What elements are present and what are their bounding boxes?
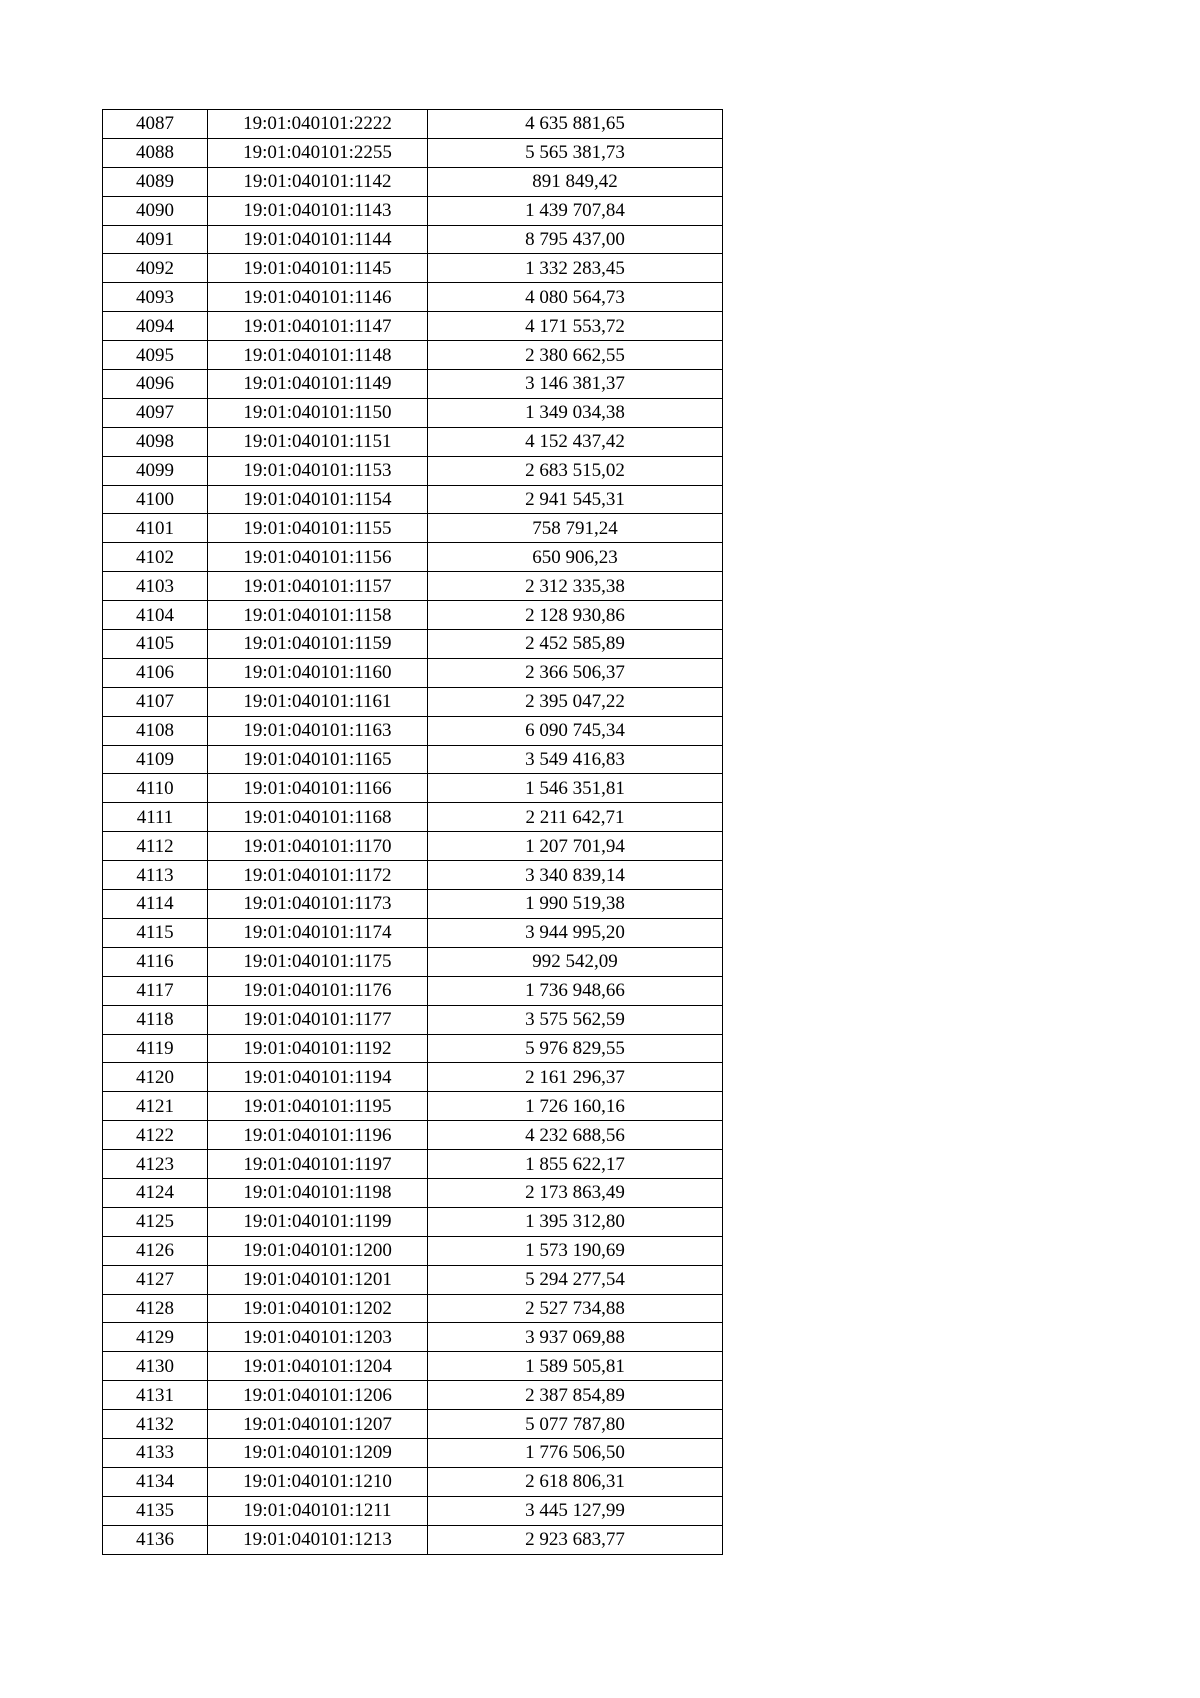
cadastral-value-cell: 4 171 553,72 — [428, 312, 723, 341]
table-row — [103, 110, 723, 139]
table-row — [103, 485, 723, 514]
cadastral-number-cell: 19:01:040101:1142 — [208, 167, 428, 196]
table-row — [103, 658, 723, 687]
cadastral-number-cell: 19:01:040101:1176 — [208, 976, 428, 1005]
cadastral-number-cell: 19:01:040101:1202 — [208, 1294, 428, 1323]
row-number-cell: 4107 — [103, 687, 208, 716]
row-number-cell: 4122 — [103, 1121, 208, 1150]
table-row — [103, 1034, 723, 1063]
cadastral-value-cell: 5 976 829,55 — [428, 1034, 723, 1063]
table-row — [103, 1438, 723, 1467]
row-number-cell: 4113 — [103, 861, 208, 890]
table-row — [103, 370, 723, 399]
table-row — [103, 1381, 723, 1410]
table-row — [103, 918, 723, 947]
row-number-cell: 4088 — [103, 138, 208, 167]
cadastral-number-cell: 19:01:040101:1197 — [208, 1150, 428, 1179]
table-row — [103, 601, 723, 630]
row-number-cell: 4103 — [103, 572, 208, 601]
table-row — [103, 687, 723, 716]
row-number-cell: 4090 — [103, 196, 208, 225]
cadastral-number-cell: 19:01:040101:1150 — [208, 398, 428, 427]
cadastral-value-cell: 3 549 416,83 — [428, 745, 723, 774]
table-row — [103, 1150, 723, 1179]
row-number-cell: 4087 — [103, 110, 208, 139]
cadastral-value-cell: 1 573 190,69 — [428, 1236, 723, 1265]
row-number-cell: 4127 — [103, 1265, 208, 1294]
table-row — [103, 861, 723, 890]
row-number-cell: 4099 — [103, 456, 208, 485]
table-row — [103, 283, 723, 312]
row-number-cell: 4117 — [103, 976, 208, 1005]
cadastral-value-cell: 1 332 283,45 — [428, 254, 723, 283]
table-row — [103, 1294, 723, 1323]
row-number-cell: 4095 — [103, 341, 208, 370]
cadastral-value-cell: 3 146 381,37 — [428, 370, 723, 399]
row-number-cell: 4105 — [103, 630, 208, 659]
cadastral-number-cell: 19:01:040101:1165 — [208, 745, 428, 774]
row-number-cell: 4093 — [103, 283, 208, 312]
row-number-cell: 4126 — [103, 1236, 208, 1265]
row-number-cell: 4121 — [103, 1092, 208, 1121]
cadastral-value-cell: 2 366 506,37 — [428, 658, 723, 687]
cadastral-number-cell: 19:01:040101:1195 — [208, 1092, 428, 1121]
table-row — [103, 716, 723, 745]
table-row — [103, 947, 723, 976]
cadastral-number-cell: 19:01:040101:1168 — [208, 803, 428, 832]
cadastral-number-cell: 19:01:040101:2255 — [208, 138, 428, 167]
cadastral-number-cell: 19:01:040101:1207 — [208, 1410, 428, 1439]
row-number-cell: 4133 — [103, 1438, 208, 1467]
table-row — [103, 1236, 723, 1265]
table-row — [103, 1121, 723, 1150]
cadastral-value-cell: 2 380 662,55 — [428, 341, 723, 370]
row-number-cell: 4116 — [103, 947, 208, 976]
row-number-cell: 4131 — [103, 1381, 208, 1410]
cadastral-value-cell: 3 937 069,88 — [428, 1323, 723, 1352]
table-row — [103, 803, 723, 832]
cadastral-value-cell: 2 941 545,31 — [428, 485, 723, 514]
cadastral-number-cell: 19:01:040101:1160 — [208, 658, 428, 687]
cadastral-number-cell: 19:01:040101:1192 — [208, 1034, 428, 1063]
cadastral-number-cell: 19:01:040101:1158 — [208, 601, 428, 630]
cadastral-number-cell: 19:01:040101:1209 — [208, 1438, 428, 1467]
cadastral-value-cell: 1 395 312,80 — [428, 1207, 723, 1236]
cadastral-number-cell: 19:01:040101:1210 — [208, 1467, 428, 1496]
row-number-cell: 4111 — [103, 803, 208, 832]
row-number-cell: 4118 — [103, 1005, 208, 1034]
cadastral-number-cell: 19:01:040101:1161 — [208, 687, 428, 716]
cadastral-number-cell: 19:01:040101:1194 — [208, 1063, 428, 1092]
row-number-cell: 4100 — [103, 485, 208, 514]
cadastral-value-cell: 2 211 642,71 — [428, 803, 723, 832]
cadastral-value-table — [102, 109, 723, 1555]
cadastral-number-cell: 19:01:040101:1153 — [208, 456, 428, 485]
cadastral-value-cell: 1 207 701,94 — [428, 832, 723, 861]
row-number-cell: 4106 — [103, 658, 208, 687]
cadastral-number-cell: 19:01:040101:1203 — [208, 1323, 428, 1352]
row-number-cell: 4136 — [103, 1525, 208, 1554]
row-number-cell: 4104 — [103, 601, 208, 630]
table-row — [103, 1352, 723, 1381]
table-row — [103, 341, 723, 370]
cadastral-value-cell: 3 944 995,20 — [428, 918, 723, 947]
row-number-cell: 4092 — [103, 254, 208, 283]
table-row — [103, 456, 723, 485]
row-number-cell: 4094 — [103, 312, 208, 341]
table-row — [103, 225, 723, 254]
table-row — [103, 196, 723, 225]
row-number-cell: 4112 — [103, 832, 208, 861]
cadastral-value-cell: 2 161 296,37 — [428, 1063, 723, 1092]
cadastral-number-cell: 19:01:040101:1204 — [208, 1352, 428, 1381]
table-row — [103, 832, 723, 861]
table-row — [103, 976, 723, 1005]
table-row — [103, 1323, 723, 1352]
cadastral-number-cell: 19:01:040101:1172 — [208, 861, 428, 890]
cadastral-value-cell: 5 077 787,80 — [428, 1410, 723, 1439]
table-row — [103, 398, 723, 427]
cadastral-number-cell: 19:01:040101:1159 — [208, 630, 428, 659]
row-number-cell: 4091 — [103, 225, 208, 254]
cadastral-value-cell: 2 173 863,49 — [428, 1178, 723, 1207]
cadastral-number-cell: 19:01:040101:1151 — [208, 427, 428, 456]
cadastral-number-cell: 19:01:040101:1144 — [208, 225, 428, 254]
table-row — [103, 630, 723, 659]
row-number-cell: 4110 — [103, 774, 208, 803]
row-number-cell: 4135 — [103, 1496, 208, 1525]
row-number-cell: 4115 — [103, 918, 208, 947]
cadastral-value-cell: 992 542,09 — [428, 947, 723, 976]
cadastral-value-cell: 1 736 948,66 — [428, 976, 723, 1005]
cadastral-number-cell: 19:01:040101:1155 — [208, 514, 428, 543]
table-row — [103, 890, 723, 919]
cadastral-value-cell: 2 452 585,89 — [428, 630, 723, 659]
row-number-cell: 4130 — [103, 1352, 208, 1381]
cadastral-number-cell: 19:01:040101:1213 — [208, 1525, 428, 1554]
row-number-cell: 4125 — [103, 1207, 208, 1236]
cadastral-value-cell: 5 294 277,54 — [428, 1265, 723, 1294]
cadastral-value-cell: 650 906,23 — [428, 543, 723, 572]
cadastral-value-cell: 3 340 839,14 — [428, 861, 723, 890]
row-number-cell: 4102 — [103, 543, 208, 572]
cadastral-value-cell: 3 445 127,99 — [428, 1496, 723, 1525]
cadastral-value-cell: 6 090 745,34 — [428, 716, 723, 745]
cadastral-number-cell: 19:01:040101:1211 — [208, 1496, 428, 1525]
row-number-cell: 4134 — [103, 1467, 208, 1496]
cadastral-value-cell: 4 152 437,42 — [428, 427, 723, 456]
cadastral-number-cell: 19:01:040101:1199 — [208, 1207, 428, 1236]
cadastral-value-cell: 891 849,42 — [428, 167, 723, 196]
cadastral-number-cell: 19:01:040101:1143 — [208, 196, 428, 225]
table-row — [103, 1525, 723, 1554]
cadastral-value-cell: 1 776 506,50 — [428, 1438, 723, 1467]
table-row — [103, 1410, 723, 1439]
cadastral-number-cell: 19:01:040101:1196 — [208, 1121, 428, 1150]
row-number-cell: 4123 — [103, 1150, 208, 1179]
cadastral-value-cell: 4 232 688,56 — [428, 1121, 723, 1150]
row-number-cell: 4114 — [103, 890, 208, 919]
cadastral-number-cell: 19:01:040101:1200 — [208, 1236, 428, 1265]
table-row — [103, 312, 723, 341]
table-row — [103, 543, 723, 572]
row-number-cell: 4089 — [103, 167, 208, 196]
table-row — [103, 514, 723, 543]
cadastral-value-cell: 1 855 622,17 — [428, 1150, 723, 1179]
cadastral-value-cell: 2 387 854,89 — [428, 1381, 723, 1410]
cadastral-value-cell: 2 683 515,02 — [428, 456, 723, 485]
cadastral-number-cell: 19:01:040101:1206 — [208, 1381, 428, 1410]
cadastral-number-cell: 19:01:040101:1166 — [208, 774, 428, 803]
cadastral-number-cell: 19:01:040101:1145 — [208, 254, 428, 283]
cadastral-value-cell: 2 395 047,22 — [428, 687, 723, 716]
row-number-cell: 4098 — [103, 427, 208, 456]
cadastral-number-cell: 19:01:040101:1156 — [208, 543, 428, 572]
cadastral-number-cell: 19:01:040101:1148 — [208, 341, 428, 370]
table-row — [103, 1265, 723, 1294]
row-number-cell: 4132 — [103, 1410, 208, 1439]
cadastral-number-cell: 19:01:040101:2222 — [208, 110, 428, 139]
cadastral-number-cell: 19:01:040101:1147 — [208, 312, 428, 341]
table-row — [103, 254, 723, 283]
cadastral-number-cell: 19:01:040101:1170 — [208, 832, 428, 861]
cadastral-number-cell: 19:01:040101:1163 — [208, 716, 428, 745]
cadastral-value-cell: 2 128 930,86 — [428, 601, 723, 630]
table-row — [103, 167, 723, 196]
cadastral-number-cell: 19:01:040101:1149 — [208, 370, 428, 399]
cadastral-value-cell: 4 080 564,73 — [428, 283, 723, 312]
table-row — [103, 745, 723, 774]
table-row — [103, 1467, 723, 1496]
row-number-cell: 4097 — [103, 398, 208, 427]
row-number-cell: 4129 — [103, 1323, 208, 1352]
row-number-cell: 4120 — [103, 1063, 208, 1092]
cadastral-value-cell: 2 527 734,88 — [428, 1294, 723, 1323]
cadastral-value-cell: 8 795 437,00 — [428, 225, 723, 254]
row-number-cell: 4128 — [103, 1294, 208, 1323]
cadastral-value-cell: 758 791,24 — [428, 514, 723, 543]
table-row — [103, 1496, 723, 1525]
cadastral-value-cell: 1 726 160,16 — [428, 1092, 723, 1121]
cadastral-value-cell: 1 349 034,38 — [428, 398, 723, 427]
cadastral-number-cell: 19:01:040101:1146 — [208, 283, 428, 312]
cadastral-number-cell: 19:01:040101:1154 — [208, 485, 428, 514]
table-row — [103, 1005, 723, 1034]
table-row — [103, 1178, 723, 1207]
cadastral-value-cell: 2 312 335,38 — [428, 572, 723, 601]
cadastral-value-cell: 3 575 562,59 — [428, 1005, 723, 1034]
row-number-cell: 4108 — [103, 716, 208, 745]
row-number-cell: 4109 — [103, 745, 208, 774]
table-row — [103, 138, 723, 167]
table-row — [103, 427, 723, 456]
table-row — [103, 774, 723, 803]
row-number-cell: 4101 — [103, 514, 208, 543]
cadastral-number-cell: 19:01:040101:1173 — [208, 890, 428, 919]
table-body — [103, 110, 723, 1555]
cadastral-value-cell: 1 439 707,84 — [428, 196, 723, 225]
cadastral-number-cell: 19:01:040101:1175 — [208, 947, 428, 976]
table-row — [103, 1207, 723, 1236]
cadastral-value-cell: 5 565 381,73 — [428, 138, 723, 167]
cadastral-number-cell: 19:01:040101:1201 — [208, 1265, 428, 1294]
row-number-cell: 4096 — [103, 370, 208, 399]
cadastral-value-cell: 2 618 806,31 — [428, 1467, 723, 1496]
row-number-cell: 4124 — [103, 1178, 208, 1207]
row-number-cell: 4119 — [103, 1034, 208, 1063]
cadastral-value-cell: 1 589 505,81 — [428, 1352, 723, 1381]
cadastral-number-cell: 19:01:040101:1157 — [208, 572, 428, 601]
cadastral-number-cell: 19:01:040101:1177 — [208, 1005, 428, 1034]
table-row — [103, 1092, 723, 1121]
cadastral-number-cell: 19:01:040101:1174 — [208, 918, 428, 947]
cadastral-value-cell: 1 990 519,38 — [428, 890, 723, 919]
cadastral-value-cell: 1 546 351,81 — [428, 774, 723, 803]
table-row — [103, 572, 723, 601]
cadastral-value-cell: 2 923 683,77 — [428, 1525, 723, 1554]
table-row — [103, 1063, 723, 1092]
cadastral-value-cell: 4 635 881,65 — [428, 110, 723, 139]
cadastral-number-cell: 19:01:040101:1198 — [208, 1178, 428, 1207]
